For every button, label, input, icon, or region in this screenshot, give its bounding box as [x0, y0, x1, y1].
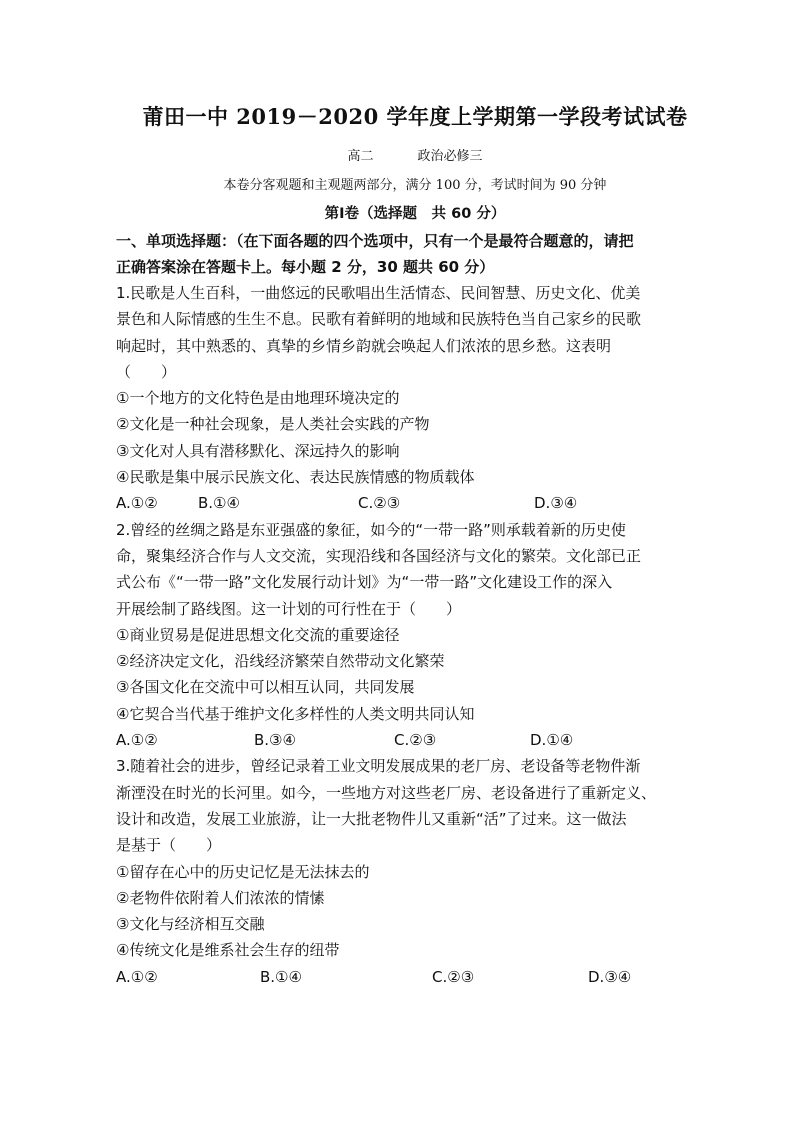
question-3 [116, 753, 714, 990]
answer-choices [116, 490, 714, 516]
grade-label: 高二 [347, 149, 374, 164]
choice-a: A.①② [116, 731, 158, 750]
choice-d: D.①④ [530, 731, 574, 750]
exam-title: 莆田一中 2019－2020 学年度上学期第一学段考试试卷 [142, 104, 688, 129]
statement-option: ①留存在心中的历史记忆是无法抹去的 [116, 862, 370, 881]
choice-c: C.②③ [358, 494, 401, 513]
exam-intro: 本卷分客观题和主观题两部分，满分 100 分，考试时间为 90 分钟 [223, 178, 607, 193]
question-stem-line: （ ） [116, 362, 177, 381]
question-stem-line: 1.民歌是人生百科，一曲悠远的民歌唱出生活情态、民间智慧、历史文化、优美 [116, 284, 641, 302]
section-instruction-line-1: 一、单项选择题：（在下面各题的四个选项中，只有一个是最符合题意的，请把 [116, 232, 634, 250]
statement-option: ④民歌是集中展示民族文化、表达民族情感的物质载体 [116, 468, 475, 487]
subject-label: 政治必修三 [417, 149, 483, 164]
question-stem-line: 景色和人际情感的生生不息。民歌有着鲜明的地域和民族特色当自己家乡的民歌 [116, 310, 642, 329]
choice-b: B.①④ [260, 967, 302, 986]
question-stem-line: 是基于（ ） [116, 836, 222, 855]
statement-option: ②文化是一种社会现象，是人类社会实践的产物 [116, 415, 430, 434]
answer-choices [116, 964, 714, 990]
statement-option: ④它契合当代基于维护文化多样性的人类文明共同认知 [116, 704, 475, 723]
statement-option: ③各国文化在交流中可以相互认同，共同发展 [116, 678, 415, 697]
question-stem-line: 命，聚集经济合作与人文交流，实现沿线和各国经济与文化的繁荣。文化部已正 [116, 546, 642, 565]
choice-d: D.③④ [588, 967, 632, 986]
question-stem-line: 渐湮没在时光的长河里。如今，一些地方对这些老厂房、老设备进行了重新定义、 [116, 783, 657, 802]
question-stem-line: 开展绘制了路线图。这一计划的可行性在于（ ） [116, 599, 462, 618]
question-stem-line: 2.曾经的丝绸之路是东亚强盛的象征，如今的“一带一路”则承载着新的历史使 [116, 520, 626, 539]
statement-option: ②经济决定文化，沿线经济繁荣自然带动文化繁荣 [116, 652, 445, 671]
choice-a: A.①② [116, 494, 158, 513]
question-stem-line: 3.随着社会的进步，曾经记录着工业文明发展成果的老厂房、老设备等老物件渐 [116, 757, 641, 776]
section-instruction-line-2: 正确答案涂在答题卡上。每小题 2 分，30 题共 60 分） [116, 258, 495, 276]
statement-option: ①商业贸易是促进思想文化交流的重要途径 [116, 625, 400, 644]
choice-d: D.③④ [534, 494, 578, 513]
choice-b: B.①④ [198, 494, 240, 513]
statement-option: ③文化与经济相互交融 [116, 915, 265, 934]
choice-b: B.③④ [254, 731, 296, 750]
exam-subtitle [116, 148, 714, 166]
question-stem-line: 设计和改造，发展工业旅游，让一大批老物件儿又重新“活”了过来。这一做法 [116, 809, 627, 828]
question-stem-line: 响起时，其中熟悉的、真挚的乡情乡韵就会唤起人们浓浓的思乡愁。这表明 [116, 336, 612, 355]
statement-option: ③文化对人具有潜移默化、深远持久的影响 [116, 441, 400, 460]
question-2 [116, 517, 714, 754]
question-stem-line: 式公布《“一带一路”文化发展行动计划》为“一带一路”文化建设工作的深入 [116, 573, 613, 592]
section-title: 第Ⅰ卷（选择题 共 60 分） [324, 206, 506, 222]
choice-c: C.②③ [394, 731, 437, 750]
choice-c: C.②③ [432, 967, 475, 986]
statement-option: ①一个地方的文化特色是由地理环境决定的 [116, 389, 400, 408]
question-1 [116, 280, 714, 517]
answer-choices [116, 727, 714, 753]
choice-a: A.①② [116, 967, 158, 986]
statement-option: ④传统文化是维系社会生存的纽带 [116, 941, 340, 960]
statement-option: ②老物件依附着人们浓浓的情愫 [116, 888, 325, 907]
